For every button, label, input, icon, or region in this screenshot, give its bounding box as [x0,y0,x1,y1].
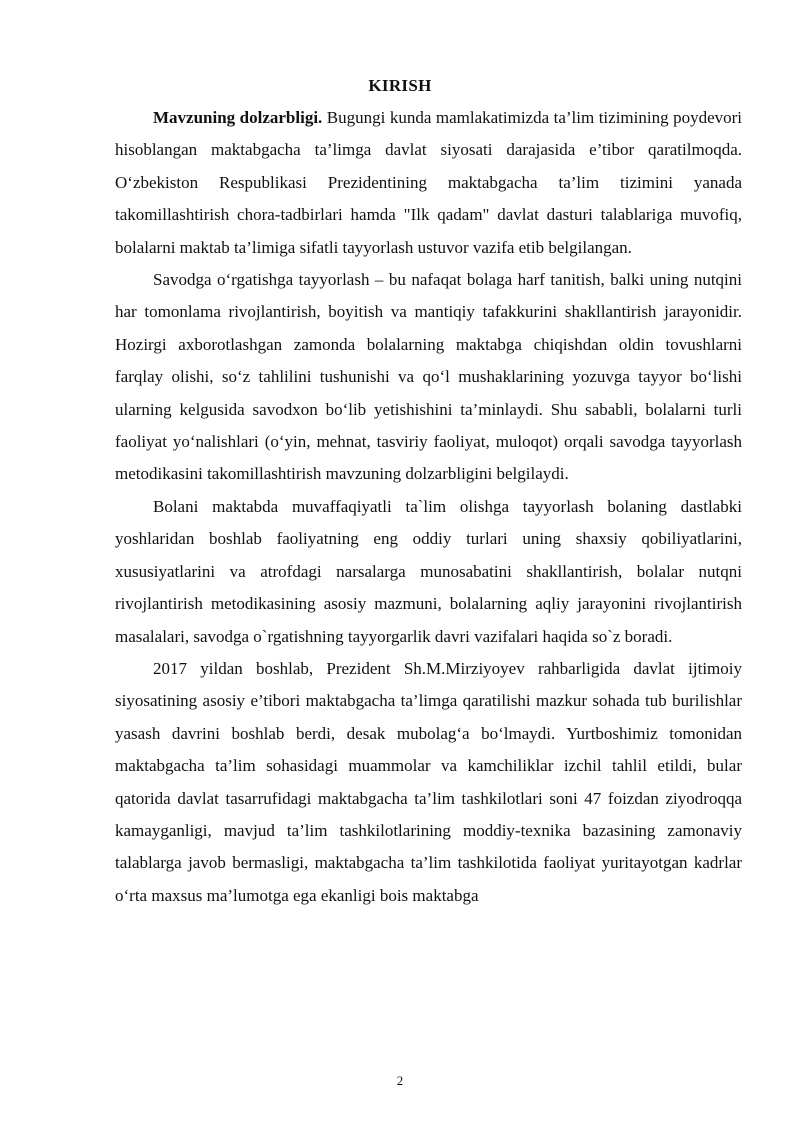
paragraph-school-readiness: Bolani maktabda muvaffaqiyatli ta`lim olishga tayyorlash bolaning dastlabki yoshlaridan boshlab faoliyatning eng oddiy turlari uning shaxsiy qobiliyatlarini, xususiyatlarini va atrofdagi narsalarga munosabatini shakllantirish, bolalar nutqni rivojlantirish metodikasining asosiy mazmuni, bolalarning aqliy jarayonini rivojlantirish masalalari, savodga o`rgatishning tayyorgarlik davri vazifalari haqida so`z boradi. [115,496,742,646]
paragraph-text: Bugungi kunda mamlakatimizda ta’lim tizimining poydevori hisoblangan maktabgacha ta’limga davlat siyosati darajasida e’tibor qaratilmoqda. O‘zbekiston Respublikasi Prezidentining maktabgacha ta’lim tizimini yanada takomillashtirish chora-tadbirlari hamda "Ilk qadam" davlat dasturi talablariga muvofiq, bolalarni maktab ta’limiga sifatli tayyorlash ustuvor vazifa etib belgilangan. [115,108,743,257]
page-number: 2 [396,1073,404,1088]
paragraph-relevance [115,102,742,264]
paragraph-lead-heading: Mavzuning dolzarbligi. [153,108,323,127]
body-text [115,102,742,912]
paragraph-literacy-preparation: Savodga o‘rgatishga tayyorlash – bu nafaqat bolaga harf tanitish, balki uning nutqini har tomonlama rivojlantirish, boyitish va mantiqiy tafakkurini shakllantirish jarayonidir. Hozirgi axborotlashgan zamonda bolalarning maktabga chiqishdan oldin tovushlarni farqlay olishi, so‘z tahlilini tushunishi va qo‘l mushaklarining yozuvga tayyor bo‘lishi ularning kelgusida savodxon bo‘lib yetishishini ta’minlaydi. Shu sababli, bolalarni turli faoliyat yo‘nalishlari (o‘yin, mehnat, tasviriy faoliyat, muloqot) orqali savodga tayyorlash metodikasini takomillashtirish mavzuning dolzarbligini belgilaydi. [115,270,742,484]
page-title: KIRISH [368,76,432,95]
paragraph-state-policy: 2017 yildan boshlab, Prezident Sh.M.Mirziyoyev rahbarligida davlat ijtimoiy siyosatining asosiy e’tibori maktabgacha ta’limga qaratilishi mazkur sohada tub burilishlar yasash davrini boshlab berdi, desak mubolag‘a bo‘lmaydi. Yurtboshimiz tomonidan maktabgacha ta’lim sohasidagi muammolar va kamchiliklar izchil tahlil etildi, bular qatorida davlat tasarrufidagi maktabgacha ta’lim tashkilotlari soni 47 foizdan ziyodroqqa kamayganligi, mavjud ta’lim tashkilotlarining moddiy-texnika bazasining zamonaviy talablarga javob bermasligi, maktabgacha ta’lim tashkilotida faoliyat yuritayotgan kadrlar o‘rta maxsus ma’lumotga ega ekanligi bois maktabga [115,658,742,905]
